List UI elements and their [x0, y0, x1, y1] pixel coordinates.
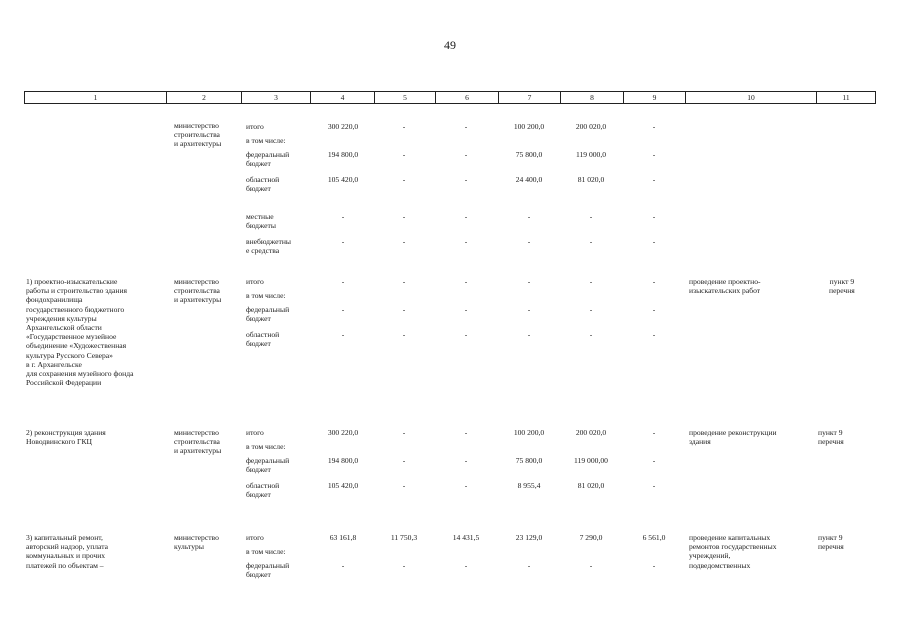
value-cell: -	[402, 561, 406, 570]
value-cell: 119 000,00	[574, 456, 608, 465]
header-col-10: 10	[686, 92, 817, 103]
value-cell: 81 020,0	[577, 481, 605, 490]
value-cell: 6 561,0	[642, 533, 666, 542]
header-col-9: 9	[624, 92, 686, 103]
value-cell: 119 000,0	[575, 150, 607, 159]
value-cell: -	[402, 237, 406, 246]
row-label: в том числе:	[246, 291, 286, 300]
value-cell: 81 020,0	[577, 175, 605, 184]
value-cell: 100 200,0	[513, 428, 545, 437]
value-cell: -	[464, 330, 468, 339]
value-cell: 200 020,0	[575, 122, 607, 131]
value-cell: -	[527, 330, 531, 339]
event-description: 2) реконструкция здания Новодвинского ГКЦ	[26, 428, 106, 447]
value-cell: -	[527, 212, 531, 221]
value-cell: 23 129,0	[515, 533, 543, 542]
row-label: в том числе:	[246, 547, 286, 556]
value-cell: -	[402, 305, 406, 314]
value-cell: -	[652, 212, 656, 221]
value-cell: -	[402, 175, 406, 184]
row-label: областной бюджет	[246, 175, 280, 194]
header-col-1: 1	[25, 92, 167, 103]
reference: пункт 9 перечня	[818, 533, 844, 552]
row-label: итого	[246, 277, 264, 286]
measure-description: проведение капитальных ремонтов государственных учреждений, подведомственных	[689, 533, 777, 570]
row-label: итого	[246, 533, 264, 542]
value-cell: 194 800,0	[327, 150, 359, 159]
header-col-6: 6	[436, 92, 499, 103]
measure-description: проведение реконструкции здания	[689, 428, 777, 447]
value-cell: -	[652, 122, 656, 131]
reference: пункт 9 перечня	[818, 428, 844, 447]
value-cell: -	[464, 481, 468, 490]
value-cell: -	[464, 305, 468, 314]
row-label: внебюджетны е средства	[246, 237, 292, 256]
value-cell: -	[464, 561, 468, 570]
value-cell: -	[464, 150, 468, 159]
measure-description: проведение проектно- изыскательских работ	[689, 277, 761, 296]
value-cell: -	[652, 305, 656, 314]
value-cell: 75 800,0	[515, 456, 543, 465]
value-cell: 300 220,0	[327, 428, 359, 437]
value-cell: -	[589, 305, 593, 314]
header-col-8: 8	[561, 92, 624, 103]
value-cell: 24 400,0	[515, 175, 543, 184]
value-cell: -	[652, 175, 656, 184]
value-cell: 8 955,4	[517, 481, 541, 490]
value-cell: 63 161,8	[329, 533, 357, 542]
executor: министерство культуры	[174, 533, 219, 552]
value-cell: -	[402, 456, 406, 465]
value-cell: -	[341, 305, 345, 314]
header-col-11: 11	[842, 93, 850, 102]
value-cell: -	[652, 237, 656, 246]
value-cell: -	[527, 237, 531, 246]
value-cell: 105 420,0	[327, 175, 359, 184]
value-cell: -	[652, 561, 656, 570]
value-cell: -	[652, 481, 656, 490]
value-cell: 14 431,5	[452, 533, 480, 542]
value-cell: -	[589, 561, 593, 570]
row-label: областной бюджет	[246, 481, 280, 500]
value-cell: -	[341, 277, 345, 286]
row-label: итого	[246, 122, 264, 131]
value-cell: -	[464, 122, 468, 131]
value-cell: -	[341, 237, 345, 246]
value-cell: -	[652, 456, 656, 465]
executor: министерство строительства и архитектуры	[174, 121, 222, 149]
executor: министерство строительства и архитектуры	[174, 428, 222, 456]
value-cell: -	[341, 212, 345, 221]
value-cell: -	[341, 561, 345, 570]
value-cell: -	[402, 330, 406, 339]
row-label: федеральный бюджет	[246, 305, 290, 324]
value-cell: -	[527, 561, 531, 570]
value-cell: -	[589, 212, 593, 221]
value-cell: -	[402, 481, 406, 490]
value-cell: -	[464, 175, 468, 184]
value-cell: 7 290,0	[579, 533, 603, 542]
value-cell: -	[464, 277, 468, 286]
value-cell: 11 750,3	[390, 533, 418, 542]
row-label: в том числе:	[246, 136, 286, 145]
value-cell: 100 200,0	[513, 122, 545, 131]
value-cell: -	[652, 330, 656, 339]
value-cell: -	[527, 277, 531, 286]
value-cell: -	[589, 277, 593, 286]
value-cell: 300 220,0	[327, 122, 359, 131]
row-label: итого	[246, 428, 264, 437]
value-cell: -	[402, 212, 406, 221]
row-label: в том числе:	[246, 442, 286, 451]
value-cell: -	[402, 277, 406, 286]
row-label: федеральный бюджет	[246, 456, 290, 475]
row-label: федеральный бюджет	[246, 150, 290, 169]
value-cell: 200 020,0	[575, 428, 607, 437]
header-col-3: 3	[242, 92, 311, 103]
value-cell: -	[589, 330, 593, 339]
value-cell: -	[464, 428, 468, 437]
value-cell: 194 800,0	[327, 456, 359, 465]
value-cell: -	[652, 277, 656, 286]
value-cell: -	[589, 237, 593, 246]
event-description: 1) проектно-изыскательские работы и строительство здания фондохранилища государственного бюджетного учреждения культуры Архангельской области «Государственное музейное объединение «Художественная культура Русского Севера» в г. Архангельске для сохранения музейного фонда Российской Федерации	[26, 277, 134, 388]
page-number: 49	[444, 38, 456, 52]
value-cell: -	[527, 305, 531, 314]
value-cell: 75 800,0	[515, 150, 543, 159]
value-cell: -	[464, 237, 468, 246]
reference: пункт 9 перечня	[829, 277, 855, 296]
header-col-4: 4	[311, 92, 375, 103]
value-cell: -	[341, 330, 345, 339]
event-description: 3) капитальный ремонт, авторский надзор, уплата коммунальных и прочих платежей по объектам –	[26, 533, 109, 570]
value-cell: -	[402, 122, 406, 131]
table-header-row	[24, 91, 876, 104]
row-label: областной бюджет	[246, 330, 280, 349]
value-cell: -	[652, 428, 656, 437]
value-cell: -	[402, 428, 406, 437]
header-col-2: 2	[167, 92, 242, 103]
value-cell: 105 420,0	[327, 481, 359, 490]
row-label: федеральный бюджет	[246, 561, 290, 580]
header-col-5: 5	[375, 92, 436, 103]
value-cell: -	[464, 456, 468, 465]
executor: министерство строительства и архитектуры	[174, 277, 222, 305]
value-cell: -	[402, 150, 406, 159]
value-cell: -	[652, 150, 656, 159]
value-cell: -	[464, 212, 468, 221]
row-label: местные бюджеты	[246, 212, 276, 231]
header-col-7: 7	[499, 92, 561, 103]
